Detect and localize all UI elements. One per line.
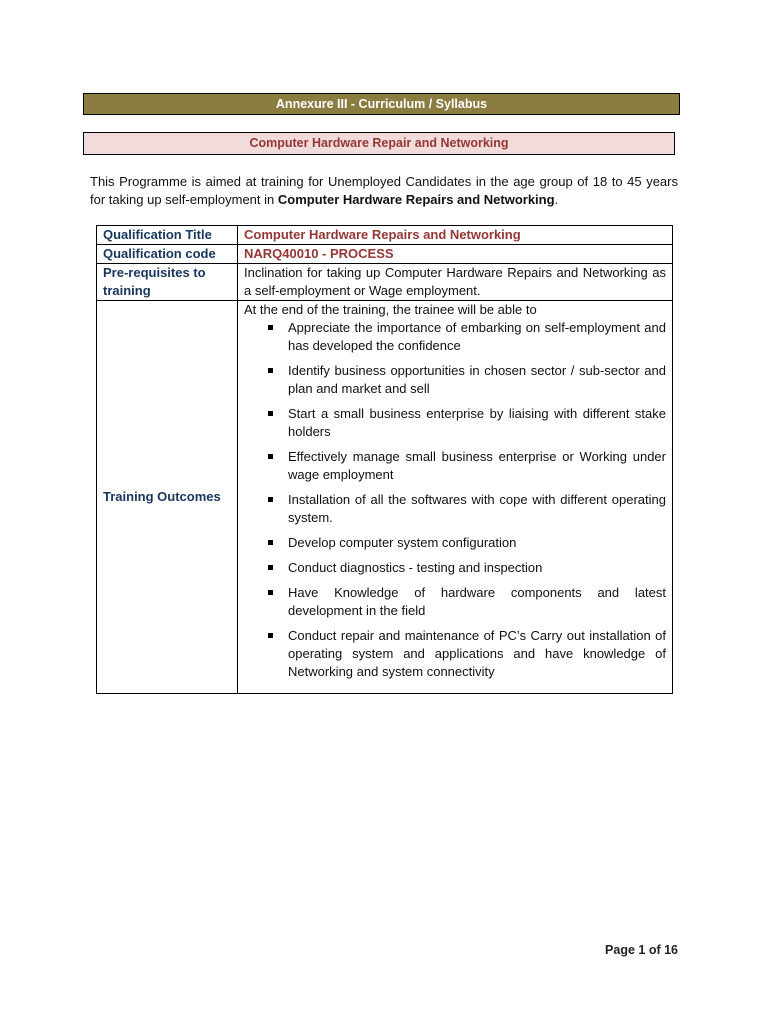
bullet-square-icon [268, 411, 273, 416]
bullet-square-icon [268, 633, 273, 638]
outcome-text: Conduct repair and maintenance of PC’s Carry out installation of operating system and applications and have knowledge of Networking and system connectivity [288, 628, 666, 679]
outcome-text: Start a small business enterprise by liaising with different stake holders [288, 406, 666, 439]
intro-paragraph [90, 173, 678, 209]
table-row-training-outcomes [97, 301, 673, 694]
qualification-code-label: Qualification code [97, 245, 238, 264]
qualification-title-value: Computer Hardware Repairs and Networking [238, 226, 673, 245]
outcome-text: Conduct diagnostics - testing and inspection [288, 560, 543, 575]
bullet-square-icon [268, 368, 273, 373]
table-row-qualification-code [97, 245, 673, 264]
training-outcomes-list [244, 319, 666, 693]
outcome-text: Appreciate the importance of embarking on self-employment and has developed the confidence [288, 320, 666, 353]
list-item [244, 584, 666, 620]
list-item [244, 362, 666, 398]
bullet-square-icon [268, 454, 273, 459]
table-row-prerequisites [97, 264, 673, 301]
list-item [244, 627, 666, 681]
intro-bold-program: Computer Hardware Repairs and Networking [277, 192, 555, 207]
outcome-text: Develop computer system configuration [288, 535, 517, 550]
list-item [244, 559, 666, 577]
bullet-square-icon [268, 325, 273, 330]
bullet-square-icon [268, 590, 273, 595]
list-item [244, 534, 666, 552]
list-item [244, 405, 666, 441]
qualification-title-label: Qualification Title [97, 226, 238, 245]
prerequisites-label: Pre-requisites to training [97, 264, 238, 301]
page-number: Page 1 of 16 [605, 943, 678, 957]
outcome-text: Installation of all the softwares with cope with different operating system. [288, 492, 666, 525]
list-item [244, 491, 666, 527]
list-item [244, 319, 666, 355]
bullet-square-icon [268, 565, 273, 570]
outcome-text: Identify business opportunities in chosen sector / sub-sector and plan and market and sell [288, 363, 666, 396]
list-item [244, 448, 666, 484]
outcome-text: Have Knowledge of hardware components and latest development in the field [288, 585, 666, 618]
table-row-qualification-title [97, 226, 673, 245]
qualification-code-value: NARQ40010 - PROCESS [238, 245, 673, 264]
training-outcomes-intro: At the end of the training, the trainee will be able to [244, 302, 537, 317]
annexure-banner: Annexure III - Curriculum / Syllabus [83, 93, 680, 115]
bullet-square-icon [268, 497, 273, 502]
training-outcomes-cell [238, 301, 673, 694]
qualification-table [96, 225, 673, 694]
training-outcomes-label: Training Outcomes [97, 301, 238, 694]
prerequisites-value: Inclination for taking up Computer Hardware Repairs and Networking as a self-employment or Wage employment. [238, 264, 673, 301]
intro-text-before: This Programme is aimed at training for Unemployed Candidates in the age group of 18 to 45 years for taking up self-employment in [90, 174, 678, 207]
program-title-banner: Computer Hardware Repair and Networking [83, 132, 675, 155]
bullet-square-icon [268, 540, 273, 545]
outcome-text: Effectively manage small business enterprise or Working under wage employment [288, 449, 666, 482]
intro-text-after: . [554, 192, 559, 207]
